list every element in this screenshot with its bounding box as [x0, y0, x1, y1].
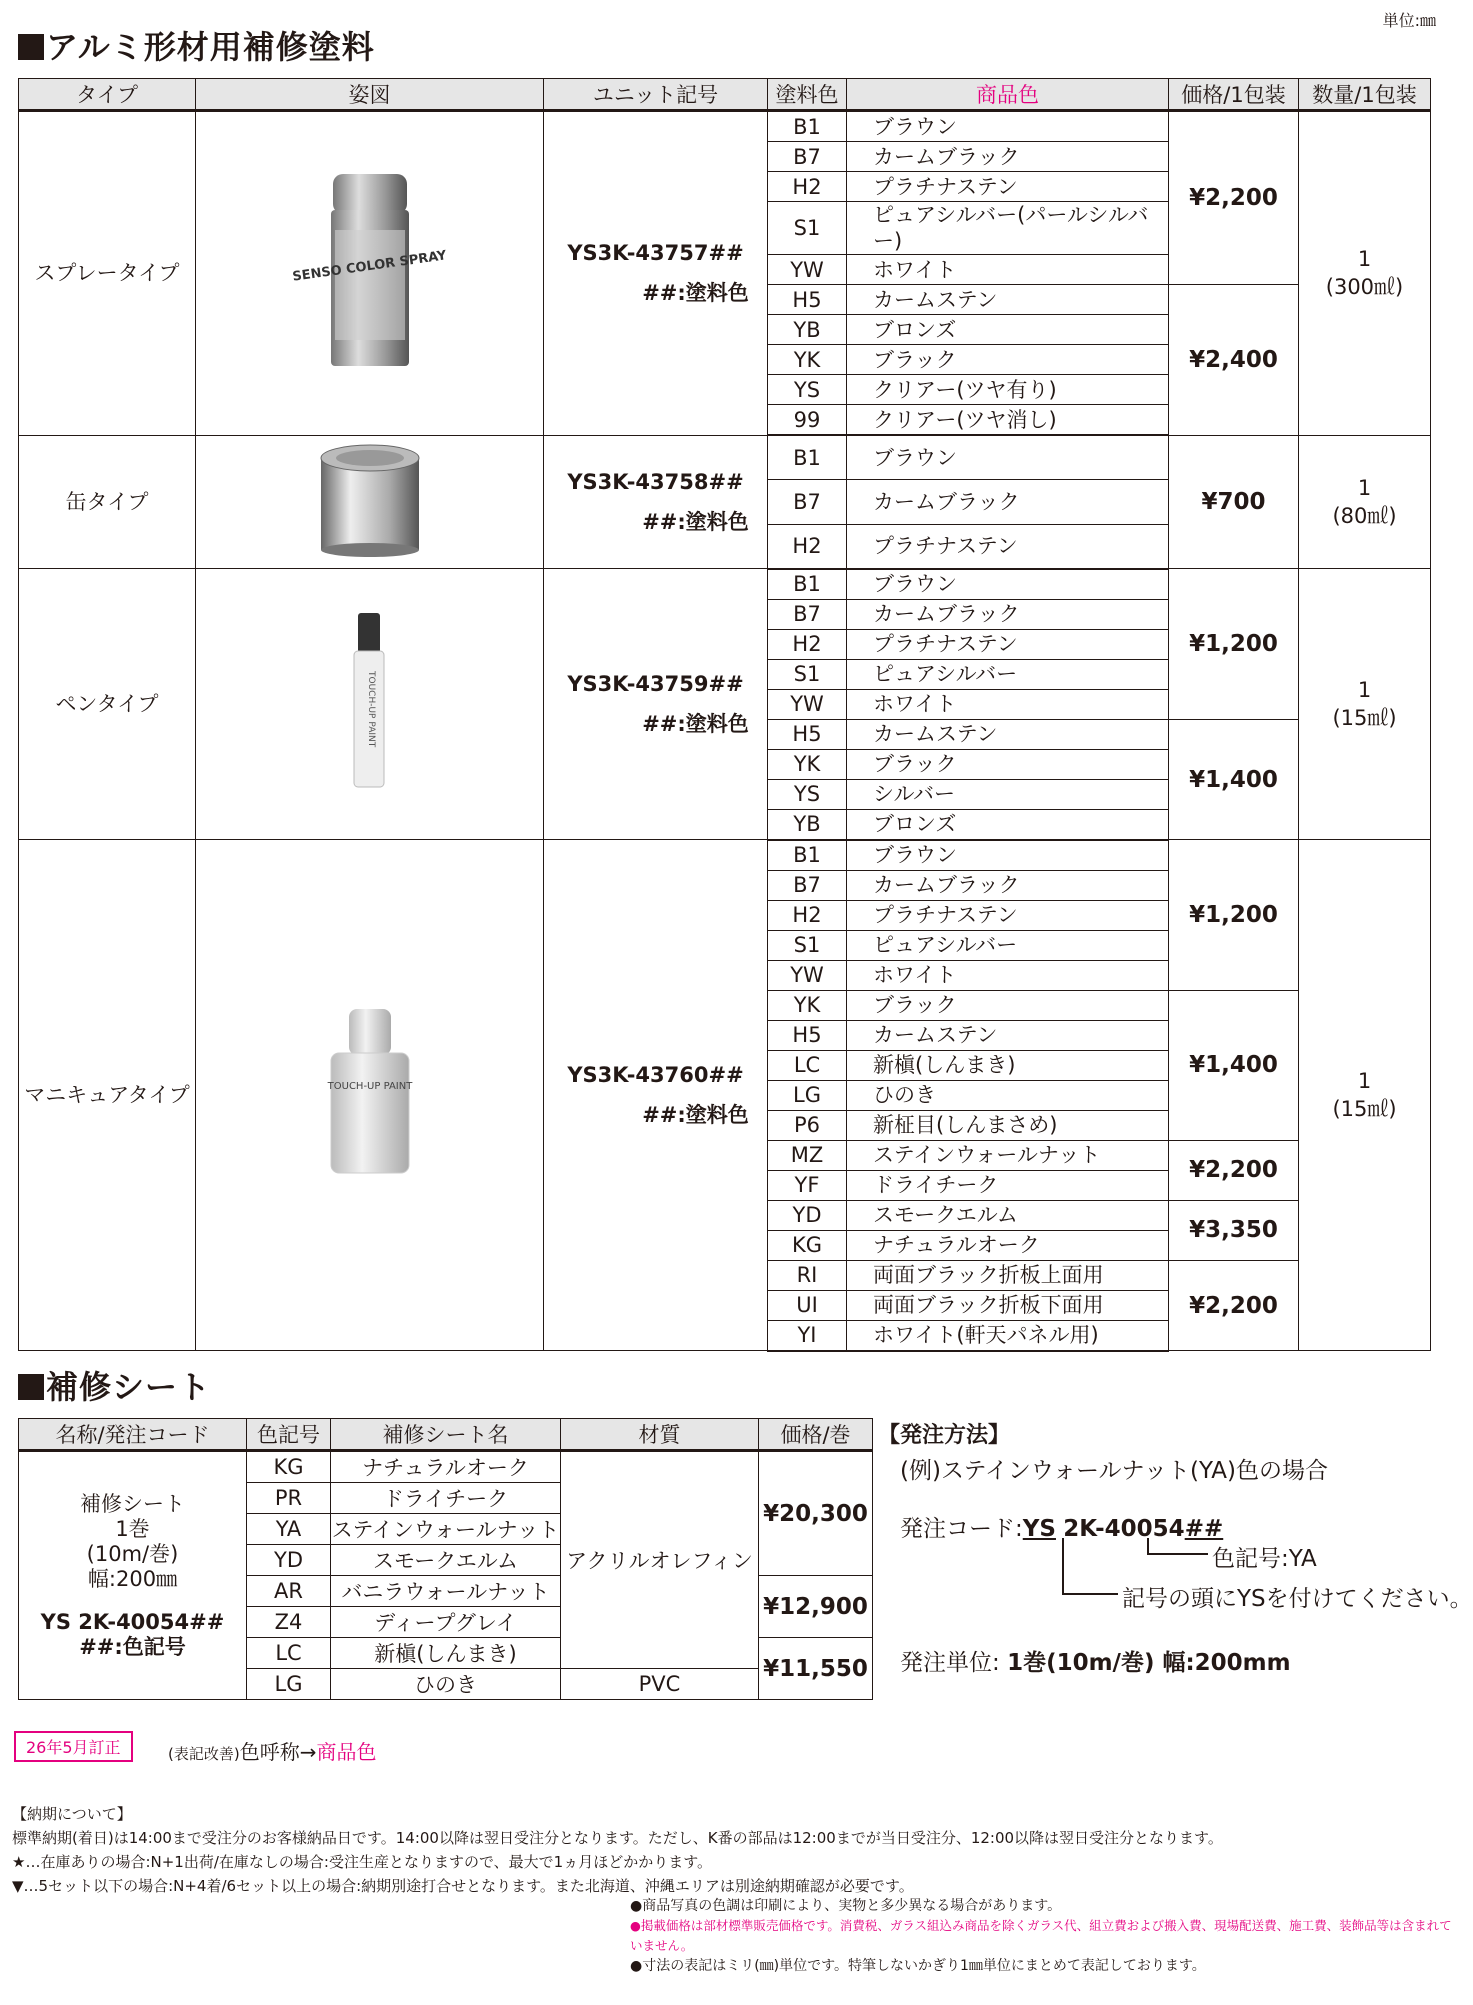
paint-table — [18, 78, 1431, 1352]
revision-badge: 26年5月訂正 — [14, 1731, 133, 1762]
unit-code-cell — [544, 840, 768, 1351]
pen-text: TOUCH-UP PAINT — [365, 671, 376, 748]
price-cell: ¥2,200 — [1169, 111, 1299, 285]
paint-color-code: YW — [768, 689, 847, 719]
section-title-paint — [18, 22, 375, 68]
product-color-name: ブラック — [847, 749, 1169, 779]
product-color-name: ブラック — [847, 345, 1169, 375]
delivery-line: 標準納期(着日)は14:00まで受注分のお客様納品日です。14:00以降は翌日受注分となります。ただし、K番の部品は12:00までが当日受注分、12:00以降は翌日受注分となります。 — [12, 1829, 1223, 1847]
product-color-name: クリアー(ツヤ有り) — [847, 375, 1169, 405]
paint-color-code: 99 — [768, 405, 847, 436]
sheet-color-name: バニラウォールナット — [331, 1576, 561, 1607]
unit-code: YS3K-43758## — [567, 469, 744, 494]
paint-color-code: B1 — [768, 435, 847, 480]
product-color-name: ブロンズ — [847, 315, 1169, 345]
paint-color-code: P6 — [768, 1110, 847, 1140]
touch-up-pen-image — [340, 611, 400, 791]
unit-code-cell — [544, 435, 768, 569]
sheet-color-code: YA — [247, 1514, 331, 1545]
sheet-order-code: YS 2K-40054## — [40, 1609, 225, 1634]
spray-can-image — [291, 170, 447, 370]
product-color-name: カームステン — [847, 285, 1169, 315]
col-header-type: タイプ — [19, 79, 196, 111]
product-image — [196, 111, 544, 436]
product-color-name: ナチュラルオーク — [847, 1230, 1169, 1260]
sheet-color-code: KG — [247, 1451, 331, 1483]
paint-color-code: LC — [768, 1050, 847, 1080]
paint-color-code: KG — [768, 1230, 847, 1260]
paint-color-code: S1 — [768, 659, 847, 689]
order-code-hash: ## — [1184, 1516, 1224, 1542]
product-color-name: ブラック — [847, 990, 1169, 1020]
footnote: ●掲載価格は部材標準販売価格です。消費税、ガラス組込み商品を除くガラス代、組立費および搬入費、現場配送費、施工費、装飾品等は含まれていません。 — [630, 1918, 1452, 1953]
order-example: (例)ステインウォールナット(YA)色の場合 — [900, 1458, 1328, 1484]
paint-color-code: YS — [768, 375, 847, 405]
paint-color-code: H2 — [768, 172, 847, 202]
paint-color-code: RI — [768, 1260, 847, 1290]
paint-color-code: MZ — [768, 1140, 847, 1170]
product-color-name: カームステン — [847, 1020, 1169, 1050]
paint-color-code: B1 — [768, 111, 847, 142]
sheet-color-name: ナチュラルオーク — [331, 1451, 561, 1483]
sheet-color-name: ひのき — [331, 1669, 561, 1700]
bottle-text: TOUCH-UP PAINT — [327, 1081, 412, 1093]
col-header-figure: 姿図 — [196, 79, 544, 111]
product-color-name: 新槇(しんまき) — [847, 1050, 1169, 1080]
qty-cell — [1299, 569, 1431, 840]
page-title: アルミ形材用補修塗料 — [46, 28, 375, 66]
order-unit-value: 1巻(10m/巻) 幅:200mm — [1007, 1650, 1291, 1676]
paint-color-code: LG — [768, 1080, 847, 1110]
sheet-color-code: YD — [247, 1545, 331, 1576]
paint-color-code: H2 — [768, 524, 847, 569]
qty-cell — [1299, 840, 1431, 1351]
product-color-name: ドライチーク — [847, 1170, 1169, 1200]
spray-can-text: SENSO COLOR SPRAY — [291, 248, 447, 286]
qty-count: 1 — [1357, 678, 1372, 703]
type-cell: マニキュアタイプ — [19, 840, 196, 1351]
sheet-color-code: Z4 — [247, 1607, 331, 1638]
product-color-name: ピュアシルバー — [847, 659, 1169, 689]
paint-color-code: H5 — [768, 285, 847, 315]
section-title-sheet — [18, 1362, 211, 1408]
sheet-table — [18, 1418, 873, 1700]
product-color-name: 両面ブラック折板下面用 — [847, 1290, 1169, 1320]
delivery-notes — [12, 1802, 1223, 1898]
sheet-col-color-code: 色記号 — [247, 1419, 331, 1451]
paint-color-code: YD — [768, 1200, 847, 1230]
footnote: ●商品写真の色調は印刷により、実物と多少異なる場合があります。 — [630, 1898, 1062, 1914]
product-image — [196, 569, 544, 840]
order-connector-lines — [878, 1418, 1438, 1678]
product-color-name: ブロンズ — [847, 809, 1169, 840]
sheet-col-price: 価格/巻 — [759, 1419, 873, 1451]
unit-code: YS3K-43757## — [567, 241, 744, 266]
product-color-name: プラチナステン — [847, 629, 1169, 659]
nail-bottle-image — [325, 1007, 415, 1177]
product-color-name: カームブラック — [847, 870, 1169, 900]
product-color-name: ひのき — [847, 1080, 1169, 1110]
price-cell: ¥3,350 — [1169, 1200, 1299, 1260]
paint-color-code: B7 — [768, 870, 847, 900]
paint-color-code: YK — [768, 990, 847, 1020]
sheet-color-name: ディープグレイ — [331, 1607, 561, 1638]
product-image — [196, 435, 544, 569]
sheet-spacer — [19, 1592, 246, 1610]
order-code-label: 発注コード: — [900, 1516, 1023, 1542]
sheet-material: アクリルオレフィン — [561, 1451, 759, 1669]
sheet-col-sheet-name: 補修シート名 — [331, 1419, 561, 1451]
revision-note-b: 色呼称→ — [239, 1740, 317, 1764]
product-color-name: クリアー(ツヤ消し) — [847, 405, 1169, 436]
product-color-name: シルバー — [847, 779, 1169, 809]
section-heading-sheet: 補修シート — [46, 1368, 212, 1406]
table-row — [19, 1451, 873, 1483]
product-color-name: カームステン — [847, 719, 1169, 749]
paint-table-header — [19, 79, 1431, 111]
unit-code-note: ##:塗料色 — [642, 281, 749, 306]
product-color-name: カームブラック — [847, 599, 1169, 629]
product-color-name: 両面ブラック折板上面用 — [847, 1260, 1169, 1290]
price-cell: ¥1,400 — [1169, 990, 1299, 1140]
delivery-heading: 【納期について】 — [12, 1805, 132, 1823]
order-code-prefix: YS — [1022, 1516, 1056, 1542]
paint-color-code: YB — [768, 315, 847, 345]
product-color-name: ステインウォールナット — [847, 1140, 1169, 1170]
qty-volume: (15㎖) — [1332, 706, 1397, 731]
product-color-name: プラチナステン — [847, 172, 1169, 202]
order-method — [878, 1418, 1473, 1678]
table-row — [19, 569, 1431, 600]
paint-color-code: YK — [768, 749, 847, 779]
unit-code-cell — [544, 111, 768, 436]
unit-code-note: ##:塗料色 — [642, 509, 749, 534]
product-color-name: ホワイト — [847, 960, 1169, 990]
paint-color-code: H2 — [768, 629, 847, 659]
paint-color-code: YW — [768, 960, 847, 990]
table-row — [19, 840, 1431, 871]
sheet-name-line: 補修シート — [80, 1491, 185, 1516]
col-header-paint-color: 塗料色 — [768, 79, 847, 111]
product-color-name: ブラウン — [847, 569, 1169, 600]
product-color-name: ホワイト — [847, 689, 1169, 719]
square-bullet-icon — [18, 1374, 44, 1400]
sheet-name-line: 1巻 — [115, 1516, 150, 1541]
price-cell: ¥700 — [1169, 435, 1299, 569]
delivery-line: ★…在庫ありの場合:N+1出荷/在庫なしの場合:受注生産となりますので、最大で1ヵ月ほどかかります。 — [12, 1853, 712, 1871]
order-color-code: 色記号:YA — [1212, 1546, 1317, 1572]
qty-volume: (15㎖) — [1332, 1097, 1397, 1122]
price-cell: ¥1,200 — [1169, 840, 1299, 991]
footnote: ●寸法の表記はミリ(㎜)単位です。特筆しないかぎり1㎜単位にまとめて表記しております。 — [630, 1958, 1206, 1974]
product-color-name: カームブラック — [847, 142, 1169, 172]
price-cell: ¥1,400 — [1169, 719, 1299, 840]
product-color-name: プラチナステン — [847, 900, 1169, 930]
paint-color-code: B1 — [768, 840, 847, 871]
sheet-color-name: ステインウォールナット — [331, 1514, 561, 1545]
sheet-color-code: PR — [247, 1483, 331, 1514]
sheet-col-name: 名称/発注コード — [19, 1419, 247, 1451]
unit-code-note: ##:塗料色 — [642, 712, 749, 737]
unit-code: YS3K-43760## — [567, 1063, 744, 1088]
table-row — [19, 111, 1431, 142]
sheet-col-material: 材質 — [561, 1419, 759, 1451]
order-unit-label: 発注単位: — [900, 1650, 1000, 1676]
sheet-name-line: 幅:200㎜ — [87, 1566, 178, 1591]
revision-note-a: (表記改善) — [168, 1745, 240, 1763]
order-prefix-note: 記号の頭にYSを付けてください。 — [1122, 1586, 1473, 1612]
qty-count: 1 — [1357, 475, 1372, 500]
sheet-price: ¥20,300 — [759, 1451, 873, 1576]
sheet-color-name: 新槇(しんまき) — [331, 1638, 561, 1669]
price-cell: ¥2,400 — [1169, 285, 1299, 436]
unit-label: 単位:㎜ — [1382, 11, 1436, 30]
product-color-name: ブラウン — [847, 111, 1169, 142]
order-unit-line — [900, 1644, 1291, 1677]
sheet-order-code-note: ##:色記号 — [79, 1634, 186, 1659]
paint-color-code: B7 — [768, 599, 847, 629]
qty-cell — [1299, 111, 1431, 436]
unit-code: YS3K-43759## — [567, 672, 744, 697]
revision-note — [168, 1736, 376, 1765]
paint-color-code: UI — [768, 1290, 847, 1320]
sheet-color-code: LC — [247, 1638, 331, 1669]
square-bullet-icon — [18, 34, 44, 60]
sheet-color-name: ドライチーク — [331, 1483, 561, 1514]
type-cell: ペンタイプ — [19, 569, 196, 840]
sheet-color-code: LG — [247, 1669, 331, 1700]
sheet-name-line: (10m/巻) — [86, 1541, 179, 1566]
revision-note-c: 商品色 — [316, 1740, 377, 1764]
sheet-price: ¥12,900 — [759, 1576, 873, 1638]
paint-color-code: B1 — [768, 569, 847, 600]
sheet-name-cell — [19, 1451, 247, 1700]
sheet-color-name: スモークエルム — [331, 1545, 561, 1576]
product-color-name: ホワイト(軒天パネル用) — [847, 1320, 1169, 1351]
product-color-name: 新柾目(しんまさめ) — [847, 1110, 1169, 1140]
product-color-name: ブラウン — [847, 840, 1169, 871]
paint-can-image — [315, 440, 425, 558]
sheet-table-header — [19, 1419, 873, 1451]
paint-color-code: H2 — [768, 900, 847, 930]
product-color-name: ピュアシルバー(パールシルバー) — [847, 202, 1169, 255]
product-color-name: ホワイト — [847, 255, 1169, 285]
price-cell: ¥2,200 — [1169, 1260, 1299, 1351]
order-heading: 【発注方法】 — [878, 1423, 1011, 1448]
product-color-name: ピュアシルバー — [847, 930, 1169, 960]
qty-volume: (300㎖) — [1325, 275, 1404, 300]
type-cell: 缶タイプ — [19, 435, 196, 569]
paint-color-code: YB — [768, 809, 847, 840]
paint-color-code: S1 — [768, 930, 847, 960]
unit-code-cell — [544, 569, 768, 840]
paint-color-code: YI — [768, 1320, 847, 1351]
product-color-name: ブラウン — [847, 435, 1169, 480]
paint-color-code: B7 — [768, 480, 847, 524]
paint-color-code: YW — [768, 255, 847, 285]
price-cell: ¥1,200 — [1169, 569, 1299, 720]
product-image — [196, 840, 544, 1351]
qty-cell — [1299, 435, 1431, 569]
order-code-number: 2K-40054 — [1063, 1516, 1185, 1542]
paint-color-code: H5 — [768, 1020, 847, 1050]
col-header-unit-code: ユニット記号 — [544, 79, 768, 111]
paint-color-code: YK — [768, 345, 847, 375]
type-cell: スプレータイプ — [19, 111, 196, 436]
paint-color-code: YS — [768, 779, 847, 809]
paint-color-code: H5 — [768, 719, 847, 749]
product-color-name: プラチナステン — [847, 524, 1169, 569]
col-header-qty: 数量/1包装 — [1299, 79, 1431, 111]
price-cell: ¥2,200 — [1169, 1140, 1299, 1200]
product-color-name: スモークエルム — [847, 1200, 1169, 1230]
qty-count: 1 — [1357, 1069, 1372, 1094]
col-header-product-color: 商品色 — [847, 79, 1169, 111]
paint-color-code: B7 — [768, 142, 847, 172]
delivery-line: ▼…5セット以下の場合:N+4着/6セット以上の場合:納期別途打合せとなります。また北海道、沖縄エリアは別途納期確認が必要です。 — [12, 1877, 914, 1895]
footnotes — [630, 1896, 1458, 1976]
sheet-color-code: AR — [247, 1576, 331, 1607]
paint-color-code: YF — [768, 1170, 847, 1200]
table-row — [19, 435, 1431, 480]
qty-count: 1 — [1357, 247, 1372, 272]
sheet-price: ¥11,550 — [759, 1638, 873, 1700]
col-header-price: 価格/1包装 — [1169, 79, 1299, 111]
paint-color-code: S1 — [768, 202, 847, 255]
qty-volume: (80㎖) — [1332, 503, 1397, 528]
product-color-name: カームブラック — [847, 480, 1169, 524]
unit-code-note: ##:塗料色 — [642, 1103, 749, 1128]
sheet-material: PVC — [561, 1669, 759, 1700]
